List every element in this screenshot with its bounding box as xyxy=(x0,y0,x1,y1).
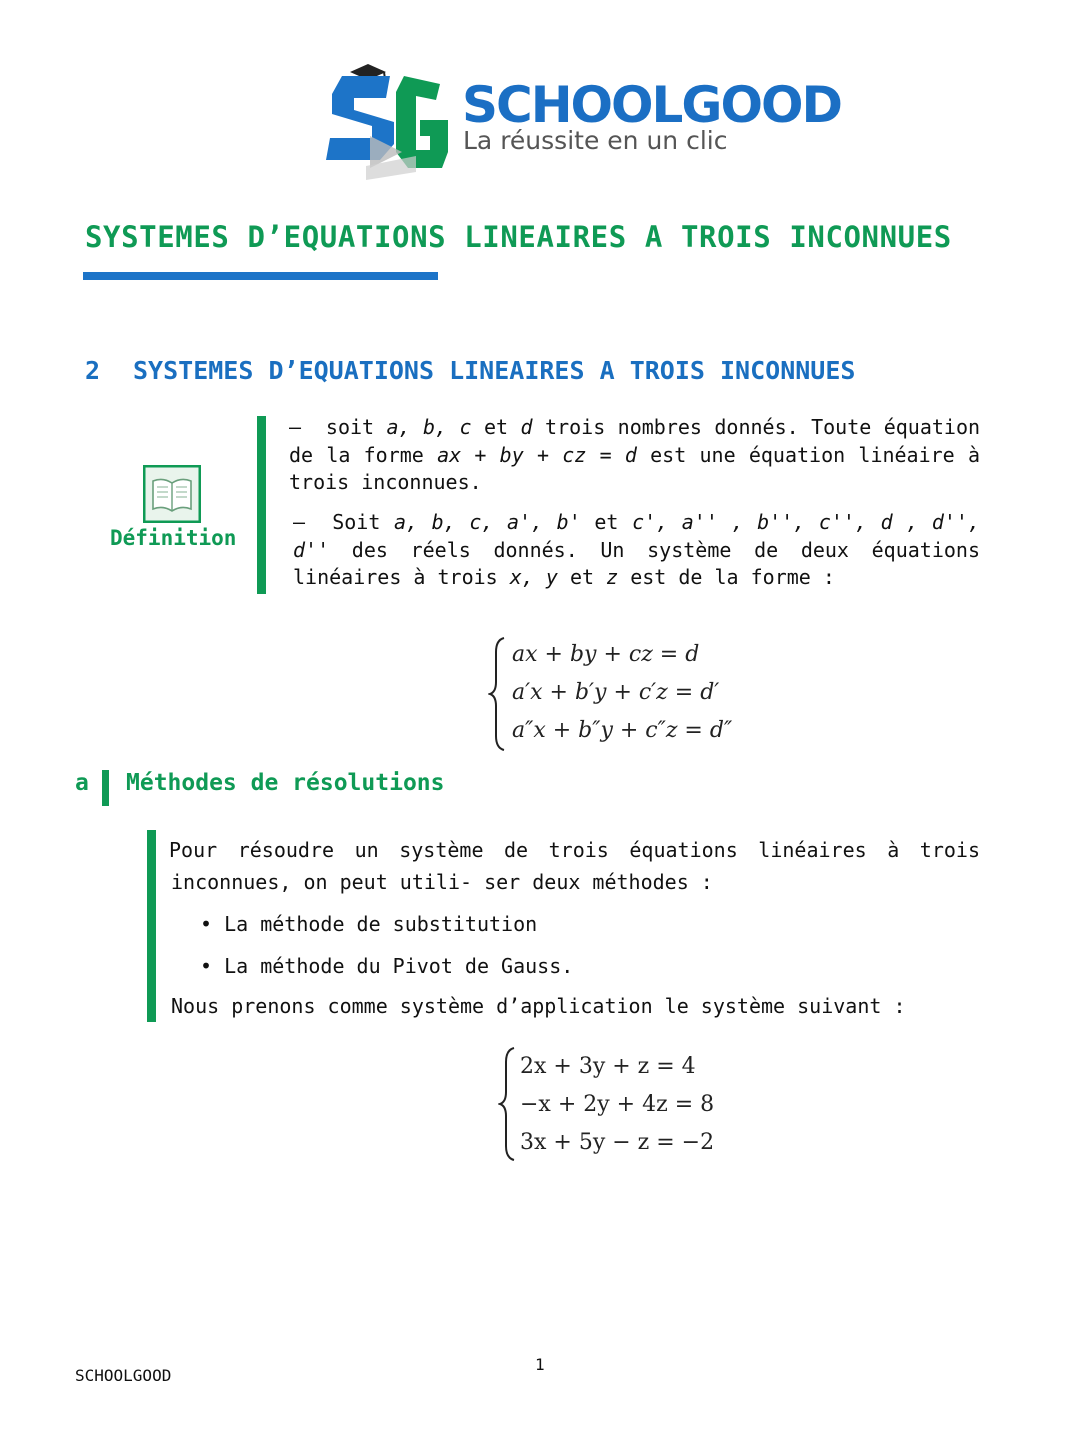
sg-logo-icon xyxy=(320,56,460,184)
method-substitution: La méthode de substitution xyxy=(224,912,538,936)
word-soit: soit xyxy=(325,415,375,439)
system1-equations xyxy=(512,636,732,750)
variable-y: y xyxy=(545,565,558,589)
schoolgood-logo xyxy=(320,56,841,184)
system2-equations xyxy=(520,1048,714,1162)
subsection-heading xyxy=(75,770,89,796)
definition-text: des réels donnés. Un système de deux équations linéaires à trois xyxy=(293,537,981,589)
variable-z: z xyxy=(606,565,619,589)
document-title: SYSTEMES D’EQUATIONS LINEAIRES A TROIS INCONNUES xyxy=(85,220,952,254)
general-system xyxy=(488,636,738,752)
system2-eq-2: −x + 2y + 4z = 8 xyxy=(520,1092,715,1117)
system2-eq-3: 3x + 5y − z = −2 xyxy=(520,1130,715,1155)
bullet-icon: • xyxy=(200,954,213,978)
definition-text: trois nombres donnés. Toute équation de la forme xyxy=(289,415,981,467)
section-title: SYSTEMES D’EQUATIONS LINEAIRES A TROIS INCONNUES xyxy=(133,356,856,385)
book-icon xyxy=(143,465,201,523)
word-et: et xyxy=(569,565,595,589)
section-number: 2 xyxy=(85,356,101,385)
system1-eq-3: a″x + b″y + c″z = d″ xyxy=(512,718,733,743)
application-text: Nous prenons comme système d’application le système suivant : xyxy=(171,994,906,1018)
variables-list-1: a, b, c, a', b' xyxy=(393,510,581,534)
system2-eq-1: 2x + 3y + z = 4 xyxy=(520,1054,696,1079)
definition-text-end: est de la forme : xyxy=(630,565,835,589)
brace-icon xyxy=(488,636,508,752)
brace-icon xyxy=(498,1046,518,1162)
definition-label: Définition xyxy=(110,526,237,550)
method-bullet-1 xyxy=(200,912,537,936)
title-underline xyxy=(83,272,438,280)
section-heading xyxy=(85,356,855,385)
page-number: 1 xyxy=(535,1355,545,1374)
subsection-title: Méthodes de résolutions xyxy=(126,770,445,796)
word-et: et xyxy=(484,415,509,439)
definition-item-2 xyxy=(293,509,980,592)
methods-intro-line-1: Pour résoudre un système de trois équations linéaires à trois xyxy=(169,838,980,862)
variables-abc: a, b, c xyxy=(386,415,472,439)
logo-brand-name: SCHOOLGOOD xyxy=(462,76,841,134)
variable-d: d xyxy=(520,415,533,439)
dash: – xyxy=(293,510,306,534)
methods-intro-line-2: inconnues, on peut utili- ser deux méthodes : xyxy=(171,870,713,894)
bullet-icon: • xyxy=(200,912,213,936)
word-et: et xyxy=(594,510,619,534)
linear-form: ax + by + cz = d xyxy=(437,442,637,467)
dash: – xyxy=(289,415,302,439)
application-system xyxy=(498,1046,718,1162)
definition-item-1 xyxy=(289,414,980,497)
footer-brand: SCHOOLGOOD xyxy=(75,1366,172,1385)
variable-x: x, xyxy=(509,565,534,589)
method-gauss: La méthode du Pivot de Gauss. xyxy=(224,954,574,978)
system1-eq-1: ax + by + cz = d xyxy=(512,642,700,667)
word-soit: Soit xyxy=(332,510,381,534)
definition-text-end: est une équation linéaire à trois inconnues. xyxy=(289,442,981,494)
method-bullet-2 xyxy=(200,954,573,978)
subsection-bar xyxy=(102,770,109,806)
variables-list-2: c', a'' , b'', c'', d , d'', d'' xyxy=(293,510,981,562)
definition-bar xyxy=(257,416,266,594)
logo-tagline: La réussite en un clic xyxy=(463,126,728,155)
system1-eq-2: a′x + b′y + c′z = d′ xyxy=(512,680,720,705)
methods-bar xyxy=(147,830,156,1022)
subsection-letter: a xyxy=(75,770,89,796)
